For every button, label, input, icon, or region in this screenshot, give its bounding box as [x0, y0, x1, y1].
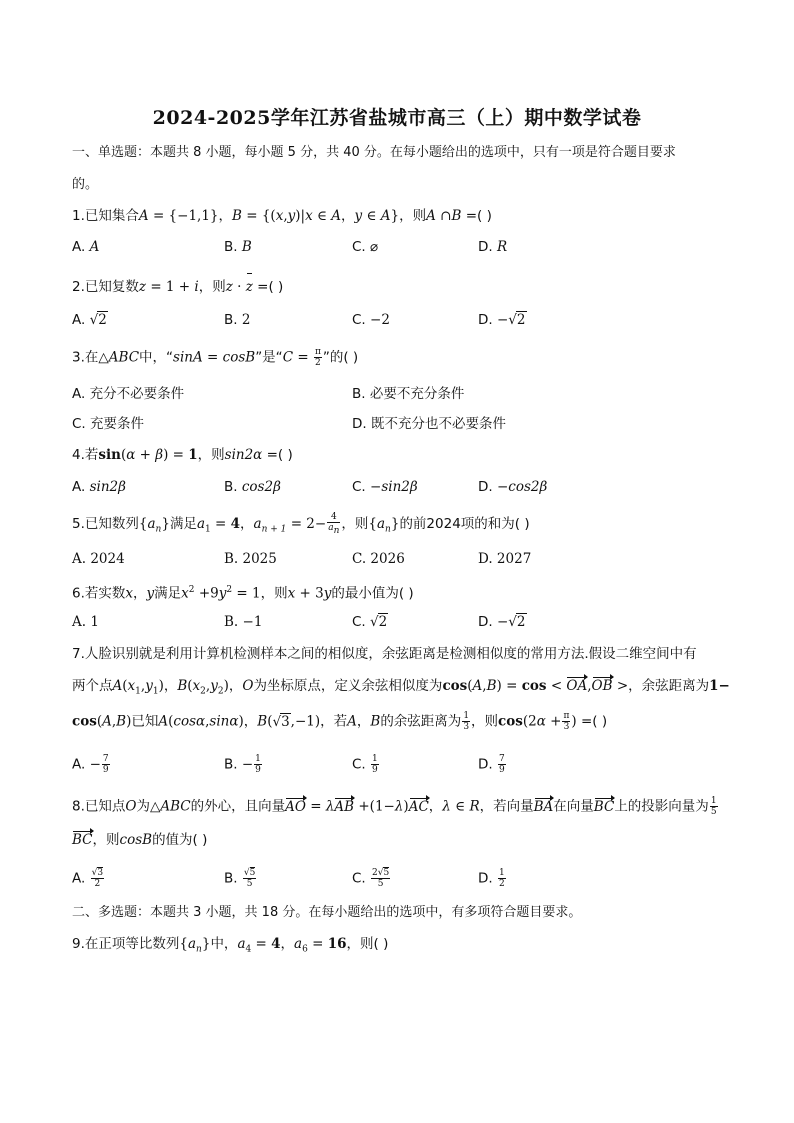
option-c: C. √2 [352, 614, 388, 630]
option-c: C. −sin2β [352, 479, 418, 495]
option-d: D. R [478, 239, 508, 255]
question-5: 5.已知数列$\{a_n\}$满足$a_1 = 4$，$a_{n + 1} = 2-$ $\frac{4}{a_n}$ ，则$\{a_n\}$的前2024项的和为( ) [72, 512, 530, 536]
option-c: C. −2 [352, 312, 390, 328]
question-7-line-3: cos(A,B)已知A(cosα,sinα)，B(√3,−1)，若A，B的余弦距离为 $\frac{1}{3}$ ，则cos(2α + $\frac{\pi}{3}$ ) =( ) [72, 711, 608, 732]
option-b: B. $\frac{√5}{5}$ [224, 868, 256, 889]
option-b: B. − $\frac{1}{9}$ [224, 754, 261, 775]
option-d: D. −√2 [478, 614, 526, 630]
option-c: C. 充要条件 [72, 416, 145, 432]
section-heading-single-choice: 一、单选题：本题共 8 小题，每小题 5 分，共 40 分。在每小题给出的选项中，只有一项是符合题目要求 [72, 145, 676, 160]
question-2: 2.已知复数z = 1 + i，则z · z =( ) [72, 279, 284, 295]
option-d: D. $\frac{7}{9}$ [478, 754, 505, 775]
option-a: A. A [72, 239, 100, 255]
question-4: 4.若sin(α + β) = 1，则sin2α =( ) [72, 447, 293, 463]
question-1: 1.已知集合A = {−1,1}，B = {(x,y)|x ∈ A，y ∈ A}，则A ∩B =( ) [72, 208, 492, 224]
question-6: 6.若实数x，y满足$x^2 +9y^2 = 1$，则x + 3y的最小值为( ) [72, 585, 414, 602]
option-a: A. √2 [72, 312, 107, 328]
option-c: C. 2026 [352, 551, 405, 567]
option-a: A. 1 [72, 614, 99, 630]
option-d: D. 既不充分也不必要条件 [352, 416, 506, 432]
option-a: A. 充分不必要条件 [72, 386, 185, 402]
option-b: B. 必要不充分条件 [352, 386, 465, 402]
option-a: A. $\frac{√3}{2}$ [72, 868, 104, 889]
question-7-line-1: 7.人脸识别就是利用计算机检测样本之间的相似度，余弦距离是检测相似度的常用方法.假设二维空间中有 [72, 646, 697, 662]
question-3: 3.在△ABC中，“sinA = cosB”是“C = $\frac{\pi}{2}$ ”的( ) [72, 347, 359, 368]
section-heading-single-choice-cont: 的。 [72, 177, 99, 192]
option-b: B. −1 [224, 614, 263, 630]
option-b: B. 2025 [224, 551, 277, 567]
question-9: 9.在正项等比数列$\{a_n\}$中，$a_4 = 4$，$a_6 = 16$，则( ) [72, 936, 389, 955]
question-8-line-1: 8.已知点O为△ABC的外心，且向量AO = λAB +(1−λ)AC，λ ∈ R，若向量BA在向量BC上的投影向量为 $\frac{1}{5}$ [72, 796, 717, 817]
option-b: B. B [224, 239, 252, 255]
question-8-line-2: BC，则cosB的值为( ) [72, 832, 208, 848]
option-a: A. sin2β [72, 479, 126, 495]
option-c: C. $\frac{2√5}{5}$ [352, 868, 390, 889]
section-heading-multi-choice: 二、多选题：本题共 3 小题，共 18 分。在每小题给出的选项中，有多项符合题目要求。 [72, 905, 582, 920]
option-b: B. cos2β [224, 479, 281, 495]
option-c: C. ⌀ [352, 239, 379, 255]
question-7-line-2: 两个点$A(x_1,y_1)$，$B(x_2,y_2)$，O为坐标原点，定义余弦相似度为cos(A,B) = cos < OA,OB >，余弦距离为1− [72, 678, 730, 697]
page-title: 2024-2025学年江苏省盐城市高三（上）期中数学试卷 [152, 107, 642, 129]
option-d: D. $\frac{1}{2}$ [478, 868, 505, 889]
option-d: D. −cos2β [478, 479, 548, 495]
option-d: D. 2027 [478, 551, 532, 567]
option-b: B. 2 [224, 312, 251, 328]
option-d: D. −√2 [478, 312, 526, 328]
option-c: C. $\frac{1}{9}$ [352, 754, 378, 775]
option-a: A. 2024 [72, 551, 125, 567]
option-a: A. − $\frac{7}{9}$ [72, 754, 109, 775]
